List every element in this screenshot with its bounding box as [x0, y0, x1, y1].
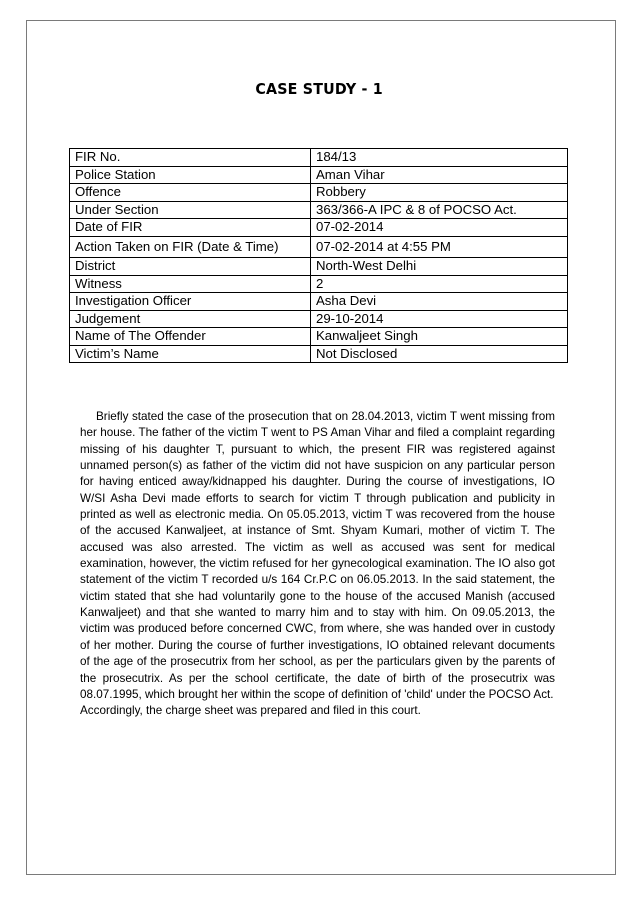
value-cell: 07-02-2014 at 4:55 PM — [311, 236, 568, 258]
value-cell: North-West Delhi — [311, 258, 568, 276]
value-cell: Asha Devi — [311, 293, 568, 311]
table-row-district — [70, 258, 568, 276]
value-cell: 07-02-2014 — [311, 219, 568, 237]
table-row-date-of-fir — [70, 219, 568, 237]
label-cell: Witness — [70, 275, 311, 293]
value-cell: Aman Vihar — [311, 166, 568, 184]
value-cell: 363/366-A IPC & 8 of POCSO Act. — [311, 201, 568, 219]
label-cell: Judgement — [70, 310, 311, 328]
case-study-title: CASE STUDY - 1 — [255, 80, 383, 98]
label-cell: Offence — [70, 184, 311, 202]
table-row-police-station — [70, 166, 568, 184]
conclusion-paragraph: Accordingly, the charge sheet was prepared and filed in this court. — [80, 704, 421, 718]
label-cell: FIR No. — [70, 149, 311, 167]
table-row-judgement — [70, 310, 568, 328]
value-cell: 184/13 — [311, 149, 568, 167]
table-row-under-section — [70, 201, 568, 219]
table-row-offence — [70, 184, 568, 202]
label-cell: Action Taken on FIR (Date & Time) — [70, 236, 311, 258]
fir-details-table — [69, 148, 568, 363]
case-narrative — [80, 409, 555, 720]
value-cell: 2 — [311, 275, 568, 293]
value-cell: Kanwaljeet Singh — [311, 328, 568, 346]
label-cell: Under Section — [70, 201, 311, 219]
value-cell: Not Disclosed — [311, 345, 568, 363]
table-row-offender-name — [70, 328, 568, 346]
table-row-fir-no — [70, 149, 568, 167]
label-cell: Victim’s Name — [70, 345, 311, 363]
table-row-investigation-officer — [70, 293, 568, 311]
label-cell: Investigation Officer — [70, 293, 311, 311]
label-cell: District — [70, 258, 311, 276]
label-cell: Date of FIR — [70, 219, 311, 237]
table-row-witness — [70, 275, 568, 293]
label-cell: Name of The Offender — [70, 328, 311, 346]
table-row-victim-name — [70, 345, 568, 363]
label-cell: Police Station — [70, 166, 311, 184]
value-cell: Robbery — [311, 184, 568, 202]
value-cell: 29-10-2014 — [311, 310, 568, 328]
table-row-action-taken — [70, 236, 568, 258]
narrative-paragraph: Briefly stated the case of the prosecution that on 28.04.2013, victim T went missing from her house. The father of the victim T went to PS Aman Vihar and filed a complaint regarding missing of his daughter T, pursuant to which, the present FIR was registered against unnamed person(s) as father of the victim did not have suspicion on any particular person for having enticed away/kidnapped his daughter. During the course of investigations, IO W/SI Asha Devi made efforts to search for victim T through publication and publicity in printed as well as electronic media. On 05.05.2013, victim T was recovered from the house of the accused Kanwaljeet, at instance of Smt. Shyam Kumari, mother of victim T. The accused was also arrested. The victim as well as accused was sent for medical examination, however, the victim refused for her gynecological examination. The IO also got statement of the victim T recorded u/s 164 Cr.P.C on 06.05.2013. In the said statement, the victim stated that she had voluntarily gone to the house of the accused Manish (accused Kanwaljeet) and that she wanted to marry him and to stay with him. On 09.05.2013, the victim was produced before concerned CWC, from where, she was handed over in custody of her mother. During the course of further investigations, IO obtained relevant documents of the age of the prosecutrix from her school, as per the particulars given by the parents of the prosecutrix. As per the school certificate, the date of birth of the prosecutrix was 08.07.1995, which brought her within the scope of definition of 'child' under the POCSO Act. — [80, 410, 555, 701]
